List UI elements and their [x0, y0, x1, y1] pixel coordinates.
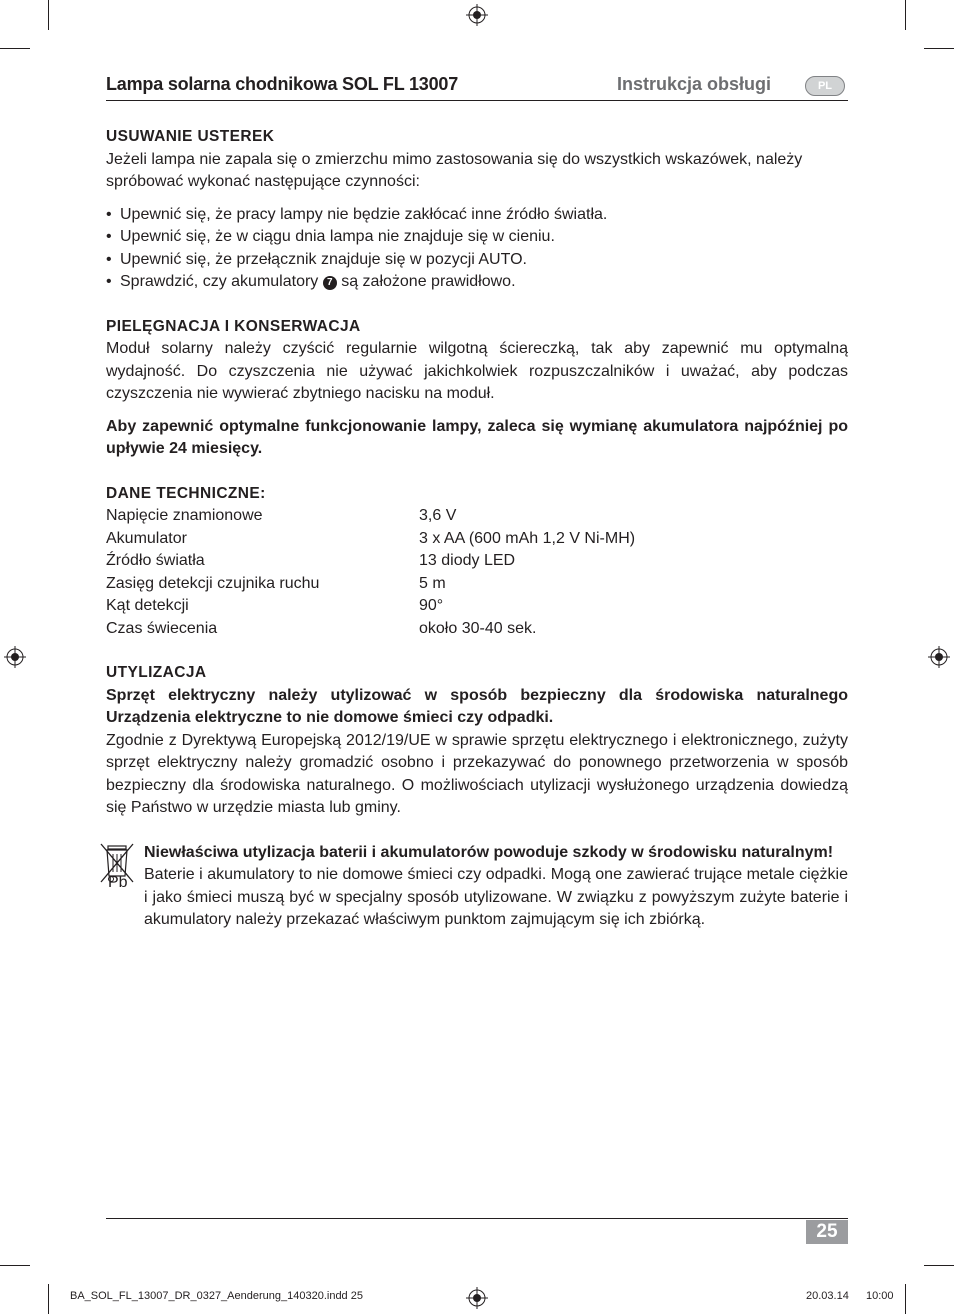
spec-label: Akumulator: [106, 529, 187, 547]
document-title: Lampa solarna chodnikowa SOL FL 13007: [106, 74, 459, 94]
spec-row: [106, 528, 848, 551]
lead-symbol-label: Pb: [108, 873, 128, 891]
spec-row: [106, 505, 848, 528]
section-heading: UTYLIZACJA: [106, 664, 207, 681]
spec-label: Napięcie znamionowe: [106, 507, 263, 524]
section-heading: USUWANIE USTEREK: [106, 128, 275, 145]
spec-row: [106, 595, 848, 618]
spec-label: Kąt detekcji: [106, 597, 189, 614]
registration-mark-icon: [466, 4, 488, 26]
crop-mark: [924, 1265, 954, 1266]
spec-row: [106, 618, 848, 641]
troubleshooting-section: [106, 126, 848, 294]
crop-mark: [0, 1265, 30, 1266]
spec-label: Źródło światła: [106, 552, 205, 569]
spec-label: Czas świecenia: [106, 619, 218, 637]
print-time: 10:00: [866, 1290, 894, 1302]
section-heading: PIELĘGNACJA I KONSERWACJA: [106, 317, 361, 335]
page-content: [106, 126, 848, 932]
crop-mark: [905, 0, 906, 30]
list-item-text: Sprawdzić, czy akumulatory: [120, 273, 319, 290]
spec-row: [106, 573, 848, 596]
registration-mark-icon: [4, 646, 26, 668]
list-item: • Upewnić się, że przełącznik znajduje się w pozycji AUTO.: [106, 249, 848, 272]
spec-label: Zasięg detekcji czujnika ruchu: [106, 574, 320, 592]
spec-value: około 30-40 sek.: [419, 619, 537, 637]
registration-mark-icon: [928, 646, 950, 668]
paragraph: Baterie i akumulatory to nie domowe śmieci czy odpadki. Mogą one zawierać trujące metale ciężkie i jako śmieci muszą być w specjalny sposób utylizowane. W związku z powyższym zużyte baterie i akumulatory należy przekazać właściwym punktom zajmującym się ich zbiórką.: [144, 866, 848, 928]
page-number: 25: [806, 1220, 848, 1244]
paragraph: Moduł solarny należy czyścić regularnie wilgotną ściereczką, tak aby zapewnić mu optymalną wydajność. Do czyszczenia nie używać jakichkolwiek rozpuszczalników i uważać, aby podczas czyszczenia nie wywierać zbytniego nacisku na moduł.: [106, 340, 848, 402]
crop-mark: [48, 0, 49, 30]
specs-section: [106, 483, 848, 641]
crop-mark: [924, 48, 954, 49]
bold-note: Aby zapewnić optymalne funkcjonowanie lampy, zaleca się wymianę akumulatora najpóźniej po upływie 24 miesięcy.: [106, 417, 848, 457]
crop-mark: [905, 1284, 906, 1314]
spec-value: 13 diody LED: [419, 552, 516, 569]
bullet-list: [106, 204, 848, 294]
paragraph: Jeżeli lampa nie zapala się o zmierzchu mimo zastosowania się do wszystkich wskazówek, należy spróbować wykonać następujące czynności:: [106, 150, 803, 190]
list-item-text: są założone prawidłowo.: [341, 273, 516, 290]
list-item: • Upewnić się, że pracy lampy nie będzie zakłócać inne źródło światła.: [106, 204, 848, 227]
list-item: [106, 271, 848, 294]
crop-mark: [48, 1284, 49, 1314]
section-heading: DANE TECHNICZNE:: [106, 484, 266, 502]
care-section: [106, 316, 848, 461]
print-file-info: BA_SOL_FL_13007_DR_0327_Aenderung_140320.indd 25: [70, 1290, 363, 1302]
registration-mark-icon: [466, 1287, 488, 1309]
document-type: Instrukcja obsługi: [617, 74, 772, 94]
footer-rule: [106, 1218, 848, 1219]
crop-mark: [0, 48, 30, 49]
print-date: 20.03.14: [806, 1290, 849, 1302]
spec-value: 90°: [419, 597, 444, 614]
spec-value: 3,6 V: [419, 507, 457, 524]
disposal-section: [106, 662, 848, 820]
spec-value: 5 m: [419, 574, 446, 592]
spec-row: [106, 550, 848, 573]
reference-number-badge: 7: [323, 276, 337, 290]
language-badge: PL: [805, 76, 845, 96]
bold-note: Sprzęt elektryczny należy utylizować w sposób bezpieczny dla środowiska naturalnego Urządzenia elektryczne to nie domowe śmieci czy odpadki.: [106, 686, 848, 726]
header-rule: [106, 100, 848, 101]
bold-note: Niewłaściwa utylizacja baterii i akumulatorów powoduje szkody w środowisku naturalnym!: [144, 843, 834, 861]
spec-value: 3 x AA (600 mAh 1,2 V Ni-MH): [419, 529, 636, 547]
list-item: • Upewnić się, że w ciągu dnia lampa nie znajduje się w cieniu.: [106, 226, 848, 249]
paragraph: Zgodnie z Dyrektywą Europejską 2012/19/UE w sprawie sprzętu elektrycznego i elektronicznego, zużyty sprzęt elektryczny należy gromadzić osobno i przekazywać do ponownego przetworzenia w sposób bezpieczny dla środowiska naturalnego. O możliwościach utylizacji wysłużonego urządzenia dowiedzą się Państwo w urzędzie miasta lub gminy.: [106, 731, 848, 816]
battery-disposal-section: [106, 842, 848, 932]
